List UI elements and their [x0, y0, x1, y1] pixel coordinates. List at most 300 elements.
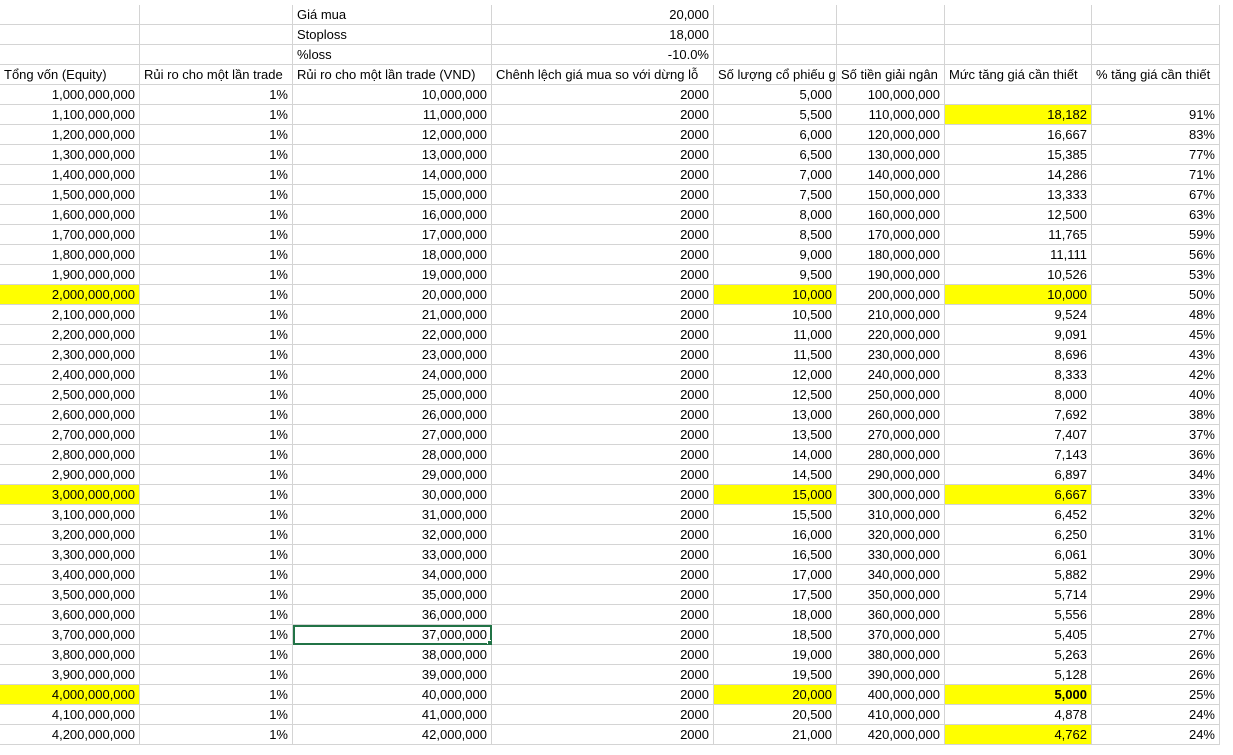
table-cell[interactable]: 18,182 — [945, 105, 1092, 125]
table-cell[interactable]: 14,000,000 — [293, 165, 492, 185]
cell[interactable] — [0, 5, 140, 25]
param-value-loss-percent[interactable]: -10.0% — [492, 45, 714, 65]
table-cell[interactable]: 33% — [1092, 485, 1220, 505]
table-cell[interactable]: 22,000,000 — [293, 325, 492, 345]
table-cell[interactable]: 3,500,000,000 — [0, 585, 140, 605]
table-cell[interactable]: 18,500 — [714, 625, 837, 645]
table-cell[interactable]: 77% — [1092, 145, 1220, 165]
spreadsheet-grid[interactable] — [0, 5, 1220, 745]
table-cell[interactable]: 42% — [1092, 365, 1220, 385]
table-cell[interactable]: 6,061 — [945, 545, 1092, 565]
table-cell[interactable]: 13,000 — [714, 405, 837, 425]
table-cell[interactable]: 16,667 — [945, 125, 1092, 145]
param-label-loss-percent[interactable]: %loss — [293, 45, 492, 65]
table-cell[interactable]: 11,000 — [714, 325, 837, 345]
table-cell[interactable]: 14,500 — [714, 465, 837, 485]
table-cell[interactable]: 50% — [1092, 285, 1220, 305]
table-cell[interactable]: 36% — [1092, 445, 1220, 465]
table-cell[interactable]: 13,000,000 — [293, 145, 492, 165]
table-cell[interactable]: 1% — [140, 465, 293, 485]
table-cell[interactable]: 2000 — [492, 665, 714, 685]
param-label-gia-mua[interactable]: Giá mua — [293, 5, 492, 25]
table-cell[interactable]: 1% — [140, 705, 293, 725]
table-cell[interactable]: 230,000,000 — [837, 345, 945, 365]
header-cell[interactable]: Số lượng cổ phiếu g — [714, 65, 837, 85]
table-cell[interactable]: 2000 — [492, 505, 714, 525]
table-cell[interactable]: 1% — [140, 425, 293, 445]
table-cell[interactable]: 180,000,000 — [837, 245, 945, 265]
table-cell[interactable]: 8,000 — [714, 205, 837, 225]
table-cell[interactable]: 2000 — [492, 305, 714, 325]
table-cell[interactable]: 45% — [1092, 325, 1220, 345]
table-cell[interactable]: 1,500,000,000 — [0, 185, 140, 205]
table-cell[interactable]: 29% — [1092, 585, 1220, 605]
table-cell[interactable]: 2,000,000,000 — [0, 285, 140, 305]
table-cell[interactable]: 2,800,000,000 — [0, 445, 140, 465]
table-cell[interactable]: 1% — [140, 205, 293, 225]
table-cell[interactable]: 100,000,000 — [837, 85, 945, 105]
table-cell[interactable]: 420,000,000 — [837, 725, 945, 745]
table-cell[interactable]: 36,000,000 — [293, 605, 492, 625]
table-cell[interactable]: 9,000 — [714, 245, 837, 265]
table-cell[interactable]: 10,000 — [945, 285, 1092, 305]
table-cell[interactable]: 1% — [140, 585, 293, 605]
table-cell[interactable]: 26,000,000 — [293, 405, 492, 425]
table-cell[interactable]: 2000 — [492, 685, 714, 705]
table-cell[interactable]: 38% — [1092, 405, 1220, 425]
table-cell[interactable]: 6,452 — [945, 505, 1092, 525]
header-cell[interactable]: % tăng giá cần thiết — [1092, 65, 1220, 85]
table-cell[interactable]: 10,000 — [714, 285, 837, 305]
cell[interactable] — [140, 25, 293, 45]
table-cell[interactable]: 280,000,000 — [837, 445, 945, 465]
table-cell[interactable]: 2000 — [492, 365, 714, 385]
table-cell[interactable]: 380,000,000 — [837, 645, 945, 665]
table-cell[interactable]: 43% — [1092, 345, 1220, 365]
table-cell[interactable]: 1% — [140, 665, 293, 685]
table-cell[interactable]: 4,200,000,000 — [0, 725, 140, 745]
table-cell[interactable]: 1,000,000,000 — [0, 85, 140, 105]
table-cell[interactable]: 5,263 — [945, 645, 1092, 665]
table-cell[interactable]: 2,100,000,000 — [0, 305, 140, 325]
cell[interactable] — [1092, 5, 1220, 25]
table-cell[interactable]: 91% — [1092, 105, 1220, 125]
table-cell[interactable]: 32% — [1092, 505, 1220, 525]
table-cell[interactable]: 7,692 — [945, 405, 1092, 425]
table-cell[interactable]: 20,000,000 — [293, 285, 492, 305]
table-cell[interactable]: 6,897 — [945, 465, 1092, 485]
table-cell[interactable]: 320,000,000 — [837, 525, 945, 545]
table-cell[interactable]: 2000 — [492, 85, 714, 105]
table-cell[interactable]: 7,500 — [714, 185, 837, 205]
table-cell[interactable]: 9,091 — [945, 325, 1092, 345]
table-cell[interactable]: 20,500 — [714, 705, 837, 725]
table-cell[interactable]: 4,100,000,000 — [0, 705, 140, 725]
table-cell[interactable]: 67% — [1092, 185, 1220, 205]
table-cell[interactable]: 2000 — [492, 405, 714, 425]
table-cell[interactable]: 21,000,000 — [293, 305, 492, 325]
table-cell[interactable]: 2000 — [492, 425, 714, 445]
table-cell[interactable]: 1,800,000,000 — [0, 245, 140, 265]
table-cell[interactable]: 3,100,000,000 — [0, 505, 140, 525]
header-cell[interactable]: Mức tăng giá cần thiết — [945, 65, 1092, 85]
table-cell[interactable]: 8,500 — [714, 225, 837, 245]
table-cell[interactable]: 5,714 — [945, 585, 1092, 605]
table-cell[interactable]: 1% — [140, 285, 293, 305]
table-cell[interactable]: 350,000,000 — [837, 585, 945, 605]
table-cell[interactable]: 410,000,000 — [837, 705, 945, 725]
table-cell[interactable]: 29% — [1092, 565, 1220, 585]
cell[interactable] — [140, 5, 293, 25]
table-cell[interactable]: 42,000,000 — [293, 725, 492, 745]
table-cell[interactable]: 2,200,000,000 — [0, 325, 140, 345]
table-cell[interactable]: 2000 — [492, 205, 714, 225]
table-cell[interactable]: 34% — [1092, 465, 1220, 485]
table-row — [0, 645, 1220, 665]
table-cell[interactable]: 38,000,000 — [293, 645, 492, 665]
table-cell[interactable]: 11,111 — [945, 245, 1092, 265]
table-cell[interactable]: 32,000,000 — [293, 525, 492, 545]
table-cell[interactable]: 21,000 — [714, 725, 837, 745]
table-cell[interactable]: 8,696 — [945, 345, 1092, 365]
cell[interactable] — [1092, 25, 1220, 45]
table-cell[interactable]: 24% — [1092, 725, 1220, 745]
table-cell[interactable]: 120,000,000 — [837, 125, 945, 145]
param-label-stoploss[interactable]: Stoploss — [293, 25, 492, 45]
table-cell[interactable]: 6,000 — [714, 125, 837, 145]
table-cell[interactable]: 2,700,000,000 — [0, 425, 140, 445]
table-cell[interactable]: 6,250 — [945, 525, 1092, 545]
table-cell[interactable]: 330,000,000 — [837, 545, 945, 565]
table-cell[interactable]: 37% — [1092, 425, 1220, 445]
table-cell[interactable]: 150,000,000 — [837, 185, 945, 205]
table-cell[interactable]: 190,000,000 — [837, 265, 945, 285]
table-cell[interactable]: 2000 — [492, 525, 714, 545]
table-cell[interactable]: 2000 — [492, 485, 714, 505]
table-cell[interactable]: 2000 — [492, 165, 714, 185]
table-cell[interactable]: 83% — [1092, 125, 1220, 145]
table-cell[interactable]: 1% — [140, 485, 293, 505]
table-cell[interactable] — [1092, 85, 1220, 105]
table-cell[interactable]: 1% — [140, 385, 293, 405]
table-cell[interactable]: 33,000,000 — [293, 545, 492, 565]
cell[interactable] — [1092, 45, 1220, 65]
table-cell[interactable]: 140,000,000 — [837, 165, 945, 185]
table-cell[interactable]: 3,800,000,000 — [0, 645, 140, 665]
table-cell[interactable]: 370,000,000 — [837, 625, 945, 645]
table-cell[interactable]: 11,765 — [945, 225, 1092, 245]
table-cell[interactable]: 2000 — [492, 465, 714, 485]
table-cell[interactable]: 5,882 — [945, 565, 1092, 585]
table-cell[interactable]: 1% — [140, 185, 293, 205]
table-cell[interactable]: 14,000 — [714, 445, 837, 465]
header-cell[interactable]: Chênh lệch giá mua so với dừng lỗ — [492, 65, 714, 85]
table-cell[interactable]: 1% — [140, 245, 293, 265]
table-cell[interactable]: 23,000,000 — [293, 345, 492, 365]
table-cell[interactable]: 2,300,000,000 — [0, 345, 140, 365]
table-cell[interactable]: 63% — [1092, 205, 1220, 225]
table-cell[interactable]: 2000 — [492, 125, 714, 145]
table-cell[interactable]: 25% — [1092, 685, 1220, 705]
table-cell[interactable]: 2000 — [492, 345, 714, 365]
table-cell[interactable]: 48% — [1092, 305, 1220, 325]
table-cell[interactable]: 2000 — [492, 145, 714, 165]
table-cell[interactable]: 5,405 — [945, 625, 1092, 645]
table-cell[interactable]: 1,200,000,000 — [0, 125, 140, 145]
table-cell[interactable]: 39,000,000 — [293, 665, 492, 685]
table-cell[interactable]: 5,000 — [714, 85, 837, 105]
table-cell[interactable]: 1% — [140, 725, 293, 745]
table-cell[interactable]: 40% — [1092, 385, 1220, 405]
table-cell[interactable]: 1% — [140, 445, 293, 465]
table-cell[interactable]: 26% — [1092, 665, 1220, 685]
table-cell[interactable]: 4,762 — [945, 725, 1092, 745]
table-cell[interactable]: 4,878 — [945, 705, 1092, 725]
table-cell[interactable]: 1% — [140, 105, 293, 125]
table-cell[interactable]: 1% — [140, 365, 293, 385]
table-cell[interactable]: 270,000,000 — [837, 425, 945, 445]
table-cell[interactable]: 16,500 — [714, 545, 837, 565]
table-cell[interactable]: 11,000,000 — [293, 105, 492, 125]
table-cell[interactable]: 16,000,000 — [293, 205, 492, 225]
table-cell[interactable]: 8,000 — [945, 385, 1092, 405]
table-cell[interactable]: 1% — [140, 165, 293, 185]
cell[interactable] — [945, 5, 1092, 25]
table-cell[interactable]: 71% — [1092, 165, 1220, 185]
table-cell[interactable]: 15,385 — [945, 145, 1092, 165]
table-cell[interactable]: 18,000 — [714, 605, 837, 625]
table-cell[interactable]: 360,000,000 — [837, 605, 945, 625]
table-cell[interactable]: 18,000,000 — [293, 245, 492, 265]
table-cell[interactable]: 2000 — [492, 185, 714, 205]
cell[interactable] — [0, 25, 140, 45]
table-cell[interactable] — [945, 85, 1092, 105]
table-cell[interactable]: 240,000,000 — [837, 365, 945, 385]
table-cell[interactable]: 1% — [140, 545, 293, 565]
table-cell[interactable]: 30,000,000 — [293, 485, 492, 505]
table-row — [0, 225, 1220, 245]
table-cell[interactable]: 210,000,000 — [837, 305, 945, 325]
cell[interactable] — [714, 25, 837, 45]
table-cell[interactable]: 2,900,000,000 — [0, 465, 140, 485]
table-cell[interactable]: 2000 — [492, 705, 714, 725]
table-cell[interactable]: 5,128 — [945, 665, 1092, 685]
table-cell[interactable]: 1% — [140, 125, 293, 145]
table-cell[interactable]: 3,000,000,000 — [0, 485, 140, 505]
table-cell[interactable]: 3,700,000,000 — [0, 625, 140, 645]
table-cell[interactable]: 2000 — [492, 225, 714, 245]
table-cell[interactable]: 10,000,000 — [293, 85, 492, 105]
table-cell[interactable]: 12,000 — [714, 365, 837, 385]
param-value-stoploss[interactable]: 18,000 — [492, 25, 714, 45]
table-cell[interactable]: 12,500 — [945, 205, 1092, 225]
table-cell[interactable]: 2000 — [492, 105, 714, 125]
header-cell[interactable]: Rủi ro cho một lần trade (VND) — [293, 65, 492, 85]
table-cell[interactable]: 28,000,000 — [293, 445, 492, 465]
table-cell[interactable]: 14,286 — [945, 165, 1092, 185]
table-cell[interactable]: 1% — [140, 645, 293, 665]
cell[interactable] — [140, 45, 293, 65]
table-cell[interactable]: 1,600,000,000 — [0, 205, 140, 225]
table-cell[interactable]: 7,000 — [714, 165, 837, 185]
table-cell[interactable]: 13,500 — [714, 425, 837, 445]
table-cell[interactable]: 2,600,000,000 — [0, 405, 140, 425]
table-cell[interactable]: 2000 — [492, 645, 714, 665]
table-cell[interactable]: 1% — [140, 145, 293, 165]
table-cell[interactable]: 24% — [1092, 705, 1220, 725]
table-cell[interactable]: 2000 — [492, 445, 714, 465]
table-cell[interactable]: 40,000,000 — [293, 685, 492, 705]
table-cell[interactable]: 2000 — [492, 325, 714, 345]
table-cell[interactable]: 19,000,000 — [293, 265, 492, 285]
selected-cell[interactable]: 37,000,000 — [293, 625, 492, 645]
header-cell[interactable]: Rủi ro cho một lần trade — [140, 65, 293, 85]
table-cell[interactable]: 260,000,000 — [837, 405, 945, 425]
table-cell[interactable]: 3,900,000,000 — [0, 665, 140, 685]
table-cell[interactable]: 12,000,000 — [293, 125, 492, 145]
table-cell[interactable]: 10,500 — [714, 305, 837, 325]
table-cell[interactable]: 1% — [140, 225, 293, 245]
table-cell[interactable]: 9,524 — [945, 305, 1092, 325]
table-cell[interactable]: 2000 — [492, 585, 714, 605]
table-cell[interactable]: 25,000,000 — [293, 385, 492, 405]
table-cell[interactable]: 19,000 — [714, 645, 837, 665]
table-cell[interactable]: 2000 — [492, 565, 714, 585]
cell[interactable] — [714, 5, 837, 25]
table-cell[interactable]: 3,300,000,000 — [0, 545, 140, 565]
table-cell[interactable]: 17,000,000 — [293, 225, 492, 245]
table-cell[interactable]: 390,000,000 — [837, 665, 945, 685]
table-cell[interactable]: 29,000,000 — [293, 465, 492, 485]
table-cell[interactable]: 130,000,000 — [837, 145, 945, 165]
table-cell[interactable]: 56% — [1092, 245, 1220, 265]
table-cell[interactable]: 31% — [1092, 525, 1220, 545]
table-cell[interactable]: 35,000,000 — [293, 585, 492, 605]
table-cell[interactable]: 1% — [140, 305, 293, 325]
table-cell[interactable]: 1,300,000,000 — [0, 145, 140, 165]
header-cell[interactable]: Tổng vốn (Equity) — [0, 65, 140, 85]
table-cell[interactable]: 19,500 — [714, 665, 837, 685]
table-cell[interactable]: 2000 — [492, 625, 714, 645]
table-cell[interactable]: 9,500 — [714, 265, 837, 285]
table-cell[interactable]: 200,000,000 — [837, 285, 945, 305]
table-cell[interactable]: 6,500 — [714, 145, 837, 165]
table-cell[interactable]: 31,000,000 — [293, 505, 492, 525]
table-cell[interactable]: 300,000,000 — [837, 485, 945, 505]
table-cell[interactable]: 20,000 — [714, 685, 837, 705]
cell[interactable] — [945, 45, 1092, 65]
table-cell[interactable]: 5,000 — [945, 685, 1092, 705]
cell[interactable] — [837, 25, 945, 45]
cell[interactable] — [837, 45, 945, 65]
table-cell[interactable]: 290,000,000 — [837, 465, 945, 485]
table-cell[interactable]: 2,400,000,000 — [0, 365, 140, 385]
table-cell[interactable]: 2,500,000,000 — [0, 385, 140, 405]
table-cell[interactable]: 1% — [140, 85, 293, 105]
table-cell[interactable]: 1% — [140, 685, 293, 705]
table-cell[interactable]: 27% — [1092, 625, 1220, 645]
table-cell[interactable]: 3,200,000,000 — [0, 525, 140, 545]
table-cell[interactable]: 1% — [140, 525, 293, 545]
table-cell[interactable]: 30% — [1092, 545, 1220, 565]
table-cell[interactable]: 160,000,000 — [837, 205, 945, 225]
table-cell[interactable]: 1% — [140, 325, 293, 345]
param-value-gia-mua[interactable]: 20,000 — [492, 5, 714, 25]
table-row — [0, 725, 1220, 745]
table-cell[interactable]: 1% — [140, 625, 293, 645]
table-cell[interactable]: 1% — [140, 345, 293, 365]
table-cell[interactable]: 13,333 — [945, 185, 1092, 205]
table-cell[interactable]: 1,700,000,000 — [0, 225, 140, 245]
table-cell[interactable]: 17,500 — [714, 585, 837, 605]
table-cell[interactable]: 12,500 — [714, 385, 837, 405]
table-cell[interactable]: 2000 — [492, 265, 714, 285]
table-cell[interactable]: 3,600,000,000 — [0, 605, 140, 625]
table-cell[interactable]: 53% — [1092, 265, 1220, 285]
table-cell[interactable]: 5,556 — [945, 605, 1092, 625]
table-cell[interactable]: 10,526 — [945, 265, 1092, 285]
table-cell[interactable]: 1,900,000,000 — [0, 265, 140, 285]
table-cell[interactable]: 2000 — [492, 245, 714, 265]
table-cell[interactable]: 2000 — [492, 385, 714, 405]
table-cell[interactable]: 26% — [1092, 645, 1220, 665]
cell[interactable] — [0, 45, 140, 65]
table-cell[interactable]: 15,000,000 — [293, 185, 492, 205]
table-cell[interactable]: 34,000,000 — [293, 565, 492, 585]
table-cell[interactable]: 1% — [140, 265, 293, 285]
table-cell[interactable]: 2000 — [492, 285, 714, 305]
table-cell[interactable]: 16,000 — [714, 525, 837, 545]
table-cell[interactable]: 1% — [140, 505, 293, 525]
table-cell[interactable]: 6,667 — [945, 485, 1092, 505]
table-cell[interactable]: 2000 — [492, 605, 714, 625]
table-cell[interactable]: 1% — [140, 565, 293, 585]
table-cell[interactable]: 2000 — [492, 725, 714, 745]
table-cell[interactable]: 4,000,000,000 — [0, 685, 140, 705]
table-cell[interactable]: 1% — [140, 405, 293, 425]
table-cell[interactable]: 15,000 — [714, 485, 837, 505]
table-cell[interactable]: 27,000,000 — [293, 425, 492, 445]
table-cell[interactable]: 24,000,000 — [293, 365, 492, 385]
table-cell[interactable]: 250,000,000 — [837, 385, 945, 405]
table-cell[interactable]: 7,143 — [945, 445, 1092, 465]
table-cell[interactable]: 400,000,000 — [837, 685, 945, 705]
table-cell[interactable]: 59% — [1092, 225, 1220, 245]
table-cell[interactable]: 11,500 — [714, 345, 837, 365]
header-cell[interactable]: Số tiền giải ngân — [837, 65, 945, 85]
table-cell[interactable]: 310,000,000 — [837, 505, 945, 525]
table-cell[interactable]: 17,000 — [714, 565, 837, 585]
table-cell[interactable]: 41,000,000 — [293, 705, 492, 725]
table-cell[interactable]: 5,500 — [714, 105, 837, 125]
table-cell[interactable]: 2000 — [492, 545, 714, 565]
table-cell[interactable]: 15,500 — [714, 505, 837, 525]
table-cell[interactable]: 170,000,000 — [837, 225, 945, 245]
table-cell[interactable]: 110,000,000 — [837, 105, 945, 125]
cell[interactable] — [945, 25, 1092, 45]
table-cell[interactable]: 340,000,000 — [837, 565, 945, 585]
table-cell[interactable]: 28% — [1092, 605, 1220, 625]
table-cell[interactable]: 220,000,000 — [837, 325, 945, 345]
table-cell[interactable]: 1% — [140, 605, 293, 625]
table-cell[interactable]: 3,400,000,000 — [0, 565, 140, 585]
cell[interactable] — [714, 45, 837, 65]
table-cell[interactable]: 1,100,000,000 — [0, 105, 140, 125]
cell[interactable] — [837, 5, 945, 25]
table-cell[interactable]: 7,407 — [945, 425, 1092, 445]
table-cell[interactable]: 1,400,000,000 — [0, 165, 140, 185]
table-cell[interactable]: 8,333 — [945, 365, 1092, 385]
